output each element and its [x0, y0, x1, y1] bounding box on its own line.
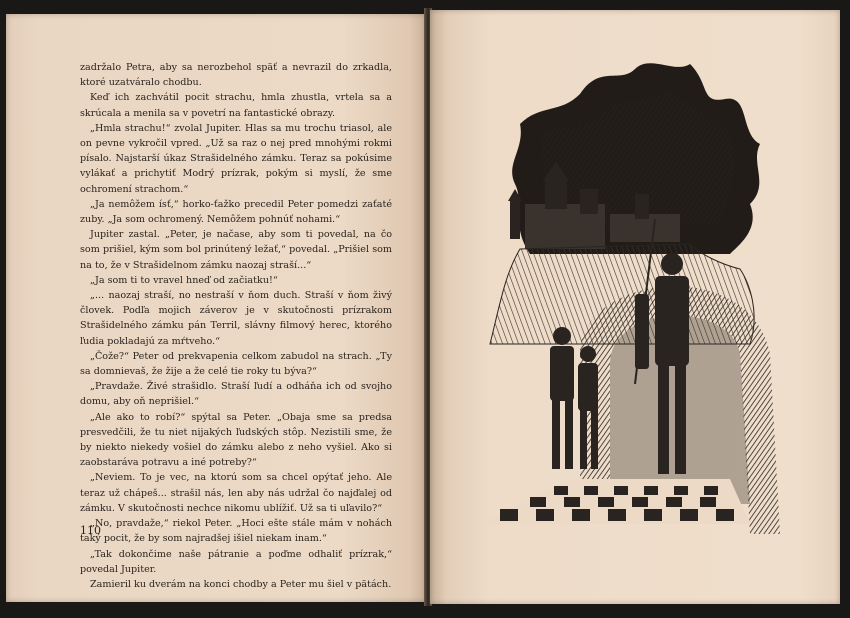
paragraph: „Hmla strachu!“ zvolal Jupiter. Hlas sa mu trochu triasol, ale on pevne vykročil vpred. „Už sa raz o nej pred mnohými rokmi písalo. Najstarší úkaz Strašidelného zámku. Teraz sa pokúsime vylákať a prichytiť Modrý prízrak, pokým si myslí, že sme ochromení strachom.“ — [80, 122, 392, 195]
paragraph: „Neviem. To je vec, na ktorú som sa chcel opýtať jeho. Ale teraz už chápeš... strašil nás, len aby nás udržal čo najďalej od zámku. V skutočnosti nechce nikomu ublížiť. Už sa ti uľavilo?“ — [80, 472, 392, 514]
page-number: 110 — [80, 524, 101, 537]
paragraph: „Tak dokončime naše pátranie a poďme odhaliť prízrak,“ povedal Jupiter. — [80, 548, 392, 575]
paragraph: Keď ich zachvátil pocit strachu, hmla zhustla, vrtela sa a skrúcala a menila sa v povetrí na fantastické obrazy. — [80, 92, 392, 119]
castle-tunnel-illustration-icon — [450, 54, 790, 534]
paragraph: „... naozaj straší, no nestraší v ňom duch. Straší v ňom živý človek. Podľa mojich záverov je v skutočnosti prízrakom Strašidelného zámku pán Terril, slávny filmový herec, ktorého ľudia pokladajú za mŕtveho.“ — [80, 290, 392, 347]
paragraph: zadržalo Petra, aby sa nerozbehol späť a nevrazil do zrkadla, ktoré uzatváralo chodbu. — [80, 62, 392, 89]
left-page-text — [80, 60, 392, 592]
paragraph: „No, pravdaže,“ riekol Peter. „Hoci ešte stále mám v nohách taký pocit, že by som najradšej išiel niekam inam.“ — [80, 518, 392, 545]
paragraph: „Pravdaže. Živé strašidlo. Straší ľudí a odháňa ich od svojho domu, aby oň neprišiel.“ — [80, 381, 392, 408]
paragraph: Jupiter zastal. „Peter, je načase, aby som ti povedal, na čo som prišiel, kým som bol prinútený ležať,“ povedal. „Prišiel som na to, že v Strašidelnom zámku naozaj straší...“ — [80, 229, 392, 271]
paragraph: „Ja nemôžem ísť,“ horko-ťažko precedil Peter pomedzi zaťaté zuby. „Ja som ochromený. Nemôžem pohnúť nohami.“ — [80, 198, 392, 226]
paragraph: Zamieril ku dverám na konci chodby a Peter mu šiel v pätách. — [90, 578, 392, 590]
paragraph: „Čože?“ Peter od prekvapenia celkom zabudol na strach. „Ty sa domnievaš, že žije a že celé tie roky tu býva?“ — [80, 350, 392, 378]
paragraph: „Ja som ti to vravel hneď od začiatku!“ — [90, 274, 278, 286]
paragraph: „Ale ako to robí?“ spýtal sa Peter. „Obaja sme sa predsa presvedčili, že tu niet nijakých ľudských stôp. Nezistili sme, že by niekto niekedy vošiel do zámku alebo z neho vyšiel. Ako si zaobstaráva potravu a iné potreby?“ — [80, 411, 392, 469]
